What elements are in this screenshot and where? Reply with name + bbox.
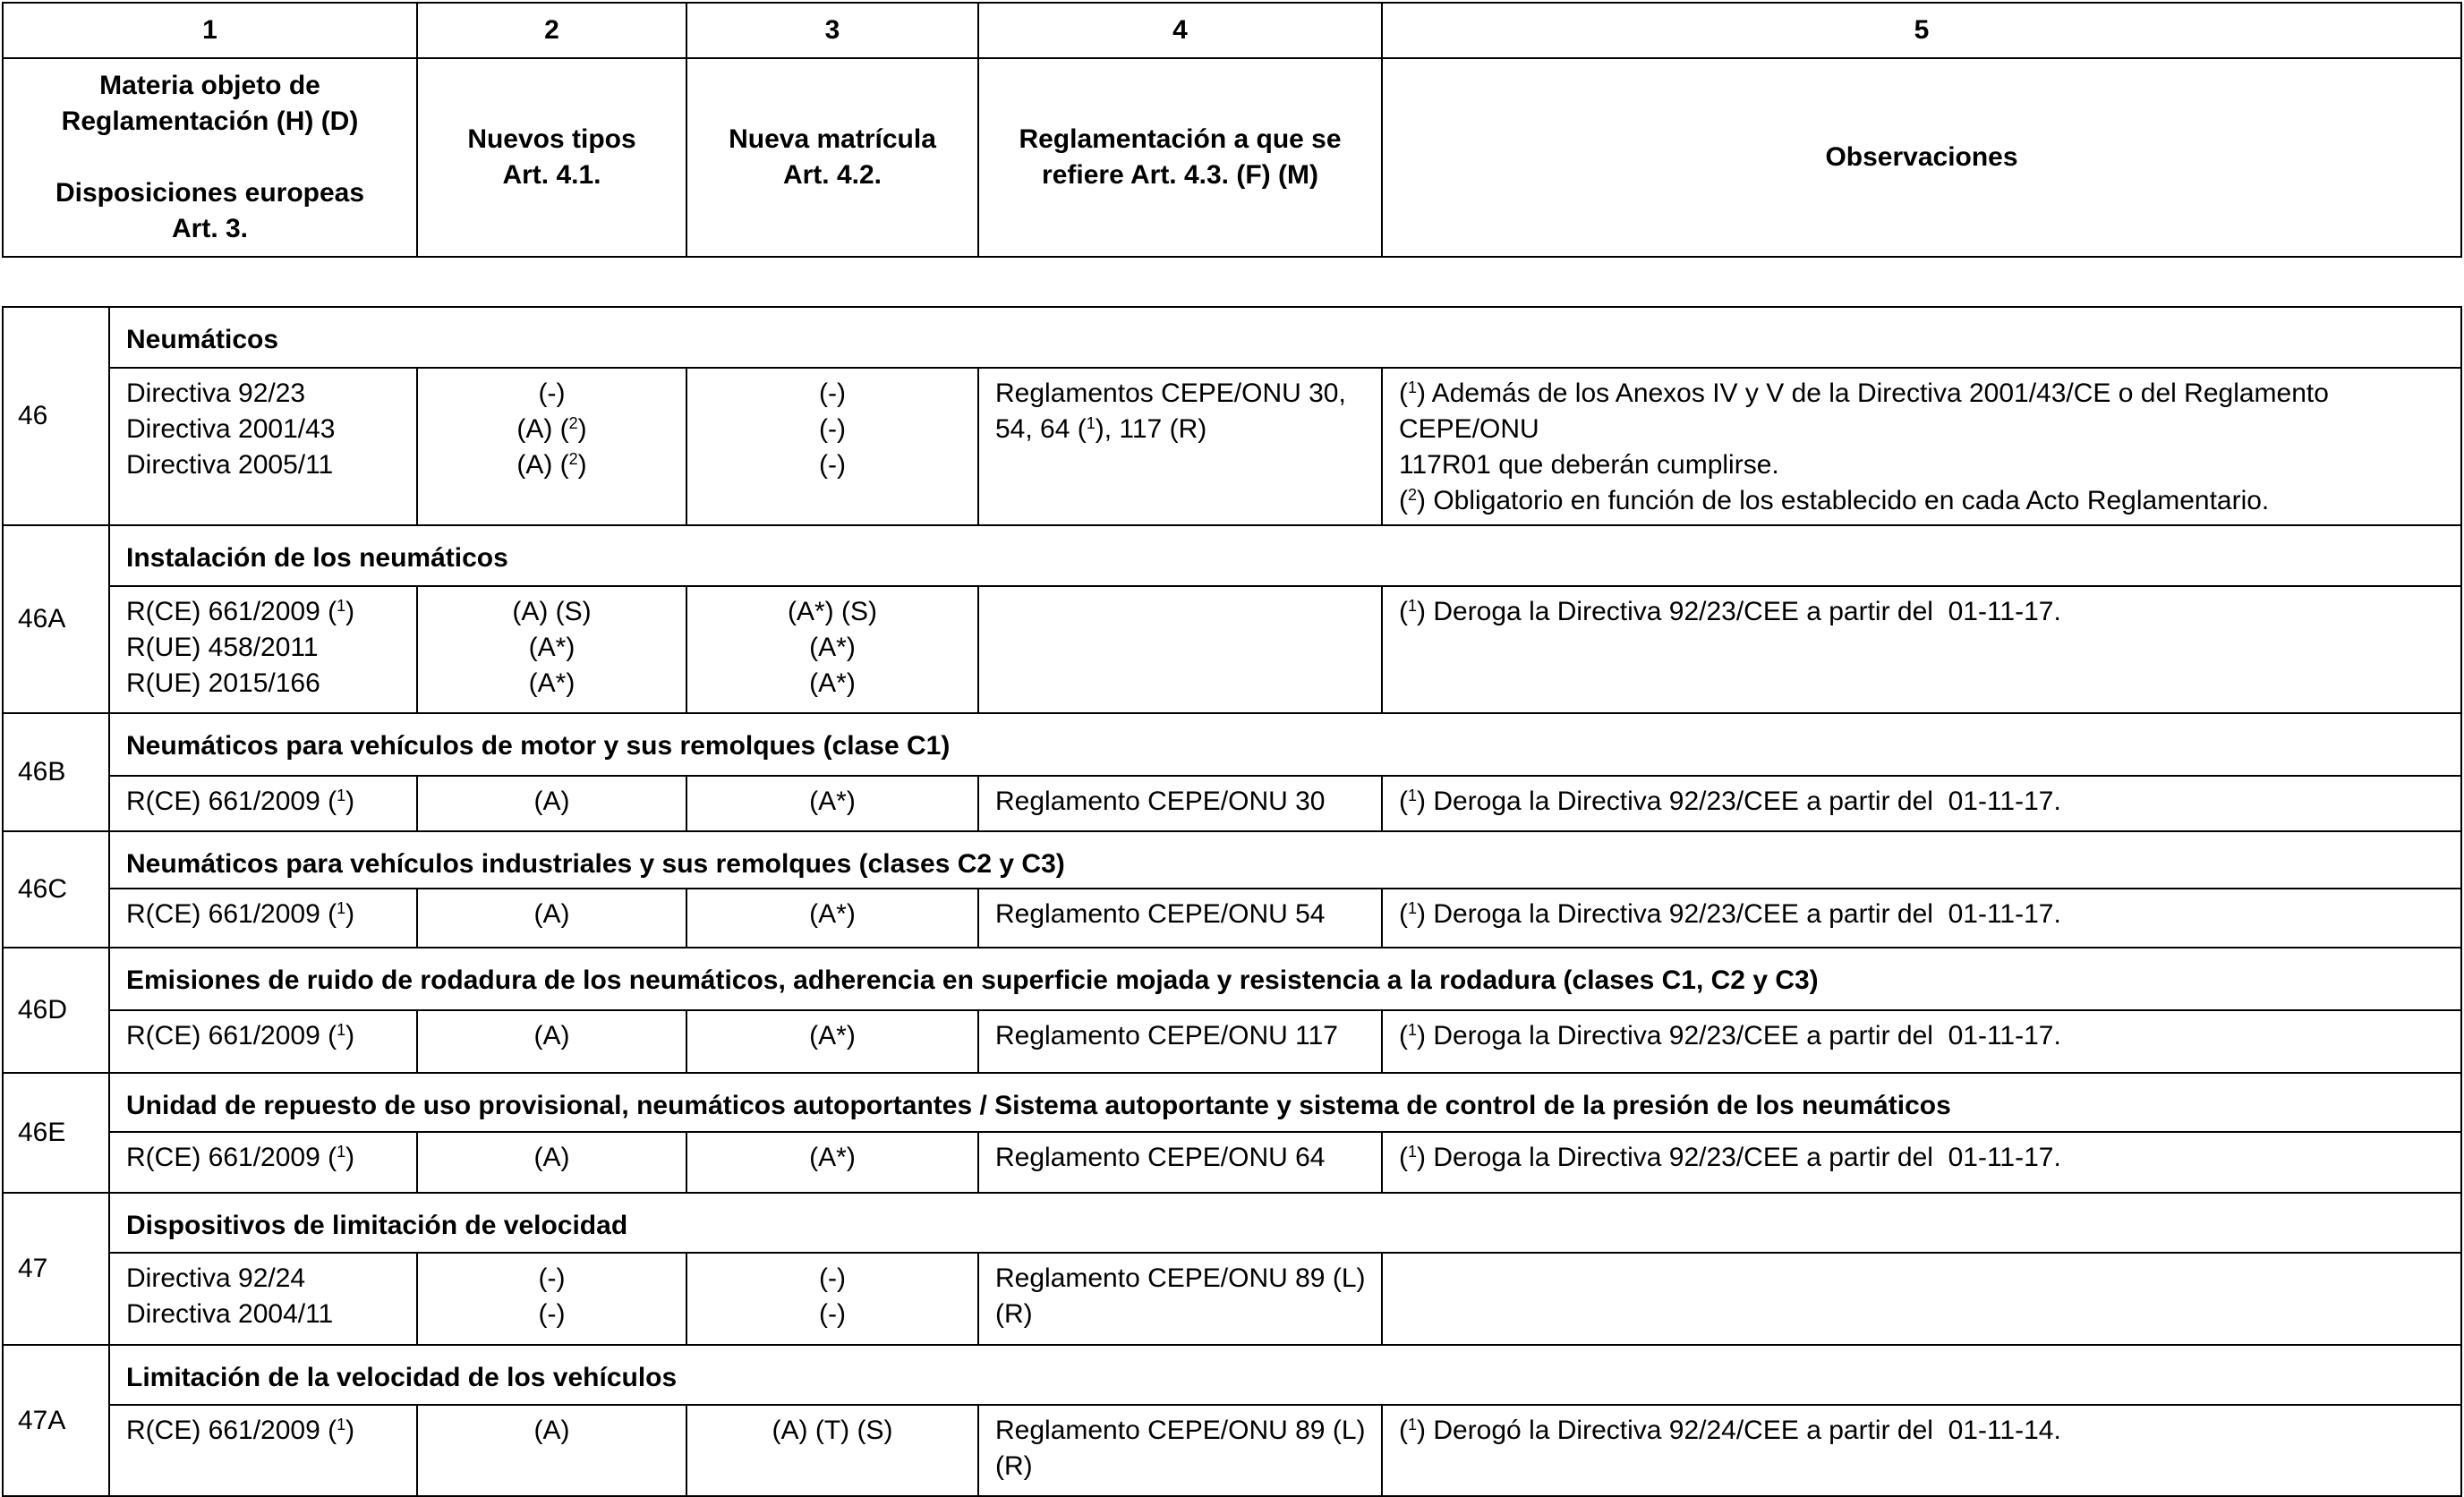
section-number: 47 <box>3 1193 109 1345</box>
nuevos-tipos-cell <box>417 1405 686 1496</box>
section-title: Limitación de la velocidad de los vehículos <box>109 1345 2461 1405</box>
section-title-row <box>3 831 2461 889</box>
materia-cell <box>109 1132 417 1193</box>
cell-line: Reglamento CEPE/ONU 64 <box>995 1143 1326 1172</box>
cell-line: (A) <box>533 1021 570 1050</box>
section-title-row <box>3 525 2461 586</box>
observaciones-cell <box>1382 776 2461 831</box>
materia-cell <box>109 1010 417 1073</box>
section-number: 46E <box>3 1073 109 1193</box>
section-title-row <box>3 1345 2461 1405</box>
cell-line: R(UE) 2015/166 <box>126 668 320 698</box>
header-text: Art. 4.1. <box>502 160 601 190</box>
observaciones-cell <box>1382 586 2461 713</box>
cell-line: R(CE) 661/2009 ($^1$) <box>126 1143 355 1172</box>
section-number: 46D <box>3 948 109 1073</box>
cell-line: (-) <box>819 1263 846 1293</box>
cell-line: Reglamento CEPE/ONU 89 (L) <box>995 1263 1366 1293</box>
cell-line: ($^1$) Deroga la Directiva 92/23/CEE a partir del 01-11-17. <box>1399 899 2061 929</box>
column-title-nueva-matricula <box>686 58 978 257</box>
cell-line: ($^1$) Deroga la Directiva 92/23/CEE a partir del 01-11-17. <box>1399 597 2061 626</box>
nuevos-tipos-cell <box>417 1132 686 1193</box>
regulations-table <box>2 306 2462 1497</box>
cell-line: Directiva 2004/11 <box>126 1299 334 1329</box>
materia-cell <box>109 1405 417 1496</box>
reglamentacion-cell <box>978 776 1382 831</box>
cell-line: (-) <box>819 414 846 444</box>
cell-line: (A) <box>533 1143 570 1172</box>
cell-line: (A*) <box>809 633 856 662</box>
materia-cell <box>109 776 417 831</box>
section-title: Dispositivos de limitación de velocidad <box>109 1193 2461 1253</box>
cell-line: (-) <box>538 1263 566 1293</box>
section-title: Neumáticos para vehículos de motor y sus remolques (clase C1) <box>109 713 2461 776</box>
reglamentacion-cell <box>978 368 1382 525</box>
observaciones-cell <box>1382 1132 2461 1193</box>
column-number-row <box>3 3 2461 58</box>
nueva-matricula-cell <box>686 1132 978 1193</box>
cell-line: (A) (S) <box>512 597 592 626</box>
observaciones-cell <box>1382 1405 2461 1496</box>
cell-line: (-) <box>538 379 566 408</box>
materia-cell <box>109 368 417 525</box>
cell-line: (A*) (S) <box>788 597 877 626</box>
cell-line: Directiva 2001/43 <box>126 414 336 444</box>
cell-line: R(CE) 661/2009 ($^1$) <box>126 1416 355 1445</box>
column-number: 2 <box>417 3 686 58</box>
observaciones-cell <box>1382 368 2461 525</box>
cell-line: Reglamentos CEPE/ONU 30, <box>995 379 1346 408</box>
section-data-row <box>3 368 2461 525</box>
reglamentacion-cell <box>978 1132 1382 1193</box>
cell-line: ($^1$) Además de los Anexos IV y V de la Directiva 2001/43/CE o del Reglamento CEPE/ONU <box>1399 379 2337 444</box>
section-title-row <box>3 713 2461 776</box>
section-title: Neumáticos <box>109 307 2461 368</box>
materia-cell <box>109 1253 417 1345</box>
cell-line: R(UE) 458/2011 <box>126 633 319 662</box>
cell-line: 117R01 que deberán cumplirse. <box>1399 450 1779 480</box>
cell-line: (-) <box>819 379 846 408</box>
cell-line: ($^1$) Deroga la Directiva 92/23/CEE a partir del 01-11-17. <box>1399 1021 2061 1050</box>
header-text: Disposiciones europeas <box>55 178 365 208</box>
header-text: Nuevos tipos <box>467 124 636 154</box>
cell-line: (A*) <box>809 787 856 816</box>
section-data-row <box>3 1253 2461 1345</box>
column-number: 4 <box>978 3 1382 58</box>
section-title-row <box>3 1193 2461 1253</box>
cell-line: ($^1$) Derogó la Directiva 92/24/CEE a partir del 01-11-14. <box>1399 1416 2061 1445</box>
nuevos-tipos-cell <box>417 586 686 713</box>
header-text: Art. 4.2. <box>782 160 882 190</box>
cell-line: ($^2$) Obligatorio en función de los establecido en cada Acto Reglamentario. <box>1399 486 2270 515</box>
section-number: 46A <box>3 525 109 713</box>
section-number: 47A <box>3 1345 109 1496</box>
observaciones-cell <box>1382 889 2461 948</box>
cell-line: (A*) <box>528 668 576 698</box>
cell-line: R(CE) 661/2009 ($^1$) <box>126 787 355 816</box>
cell-line: (-) <box>819 450 846 480</box>
section-title-row <box>3 948 2461 1010</box>
column-title-reglamentacion <box>978 58 1382 257</box>
section-data-row <box>3 1405 2461 1496</box>
reglamentacion-cell <box>978 889 1382 948</box>
section-title: Neumáticos para vehículos industriales y sus remolques (clases C2 y C3) <box>109 831 2461 889</box>
cell-line: Reglamento CEPE/ONU 30 <box>995 787 1326 816</box>
nueva-matricula-cell <box>686 776 978 831</box>
nuevos-tipos-cell <box>417 776 686 831</box>
cell-line: (R) <box>995 1299 1033 1329</box>
column-title-observaciones <box>1382 58 2461 257</box>
column-title-materia <box>3 58 417 257</box>
nueva-matricula-cell <box>686 368 978 525</box>
nueva-matricula-cell <box>686 1405 978 1496</box>
cell-line: Reglamento CEPE/ONU 89 (L) <box>995 1416 1366 1445</box>
reglamentacion-cell <box>978 1010 1382 1073</box>
header-text: Art. 3. <box>171 214 249 243</box>
section-data-row <box>3 776 2461 831</box>
header-text: Nueva matrícula <box>729 124 936 154</box>
nueva-matricula-cell <box>686 1253 978 1345</box>
cell-line: (A) <box>533 1416 570 1445</box>
section-title: Instalación de los neumáticos <box>109 525 2461 586</box>
section-number: 46C <box>3 831 109 948</box>
cell-line: (A*) <box>528 633 576 662</box>
cell-line: R(CE) 661/2009 ($^1$) <box>126 1021 355 1050</box>
header-text: Reglamentación (H) (D) <box>61 106 359 136</box>
column-number: 3 <box>686 3 978 58</box>
observaciones-cell <box>1382 1253 2461 1345</box>
column-title-nuevos-tipos <box>417 58 686 257</box>
section-data-row <box>3 1132 2461 1193</box>
cell-line: R(CE) 661/2009 ($^1$) <box>126 899 355 929</box>
cell-line: (A) <box>533 787 570 816</box>
cell-line: (A*) <box>809 899 856 929</box>
column-number: 1 <box>3 3 417 58</box>
cell-line: (A) <box>533 899 570 929</box>
header-text: Observaciones <box>1825 142 2018 172</box>
cell-line: (-) <box>819 1299 846 1329</box>
materia-cell <box>109 586 417 713</box>
cell-line: (-) <box>538 1299 566 1329</box>
nuevos-tipos-cell <box>417 1253 686 1345</box>
column-header-table <box>2 2 2462 258</box>
section-title: Unidad de repuesto de uso provisional, neumáticos autoportantes / Sistema autoportante y sistema de control de la presión de los neumáticos <box>109 1073 2461 1132</box>
column-number: 5 <box>1382 3 2461 58</box>
observaciones-cell <box>1382 1010 2461 1073</box>
reglamentacion-cell <box>978 586 1382 713</box>
cell-line: (A) (T) (S) <box>772 1416 893 1445</box>
nueva-matricula-cell <box>686 889 978 948</box>
cell-line: (A*) <box>809 1021 856 1050</box>
cell-line: Reglamento CEPE/ONU 117 <box>995 1021 1338 1050</box>
cell-line: Directiva 2005/11 <box>126 450 334 480</box>
header-text: refiere Art. 4.3. (F) (M) <box>1042 160 1318 190</box>
section-data-row <box>3 889 2461 948</box>
nuevos-tipos-cell <box>417 1010 686 1073</box>
nuevos-tipos-cell <box>417 889 686 948</box>
cell-line: Directiva 92/24 <box>126 1263 306 1293</box>
cell-line: (R) <box>995 1451 1033 1481</box>
section-number: 46 <box>3 307 109 525</box>
nuevos-tipos-cell <box>417 368 686 525</box>
header-text: Reglamentación a que se <box>1019 124 1342 154</box>
cell-line: 54, 64 ($^1$), 117 (R) <box>995 414 1207 444</box>
section-number: 46B <box>3 713 109 831</box>
materia-cell <box>109 889 417 948</box>
section-data-row <box>3 1010 2461 1073</box>
column-title-row <box>3 58 2461 257</box>
header-text: Materia objeto de <box>99 71 320 100</box>
cell-line: ($^1$) Deroga la Directiva 92/23/CEE a partir del 01-11-17. <box>1399 787 2061 816</box>
nueva-matricula-cell <box>686 1010 978 1073</box>
cell-line: ($^1$) Deroga la Directiva 92/23/CEE a partir del 01-11-17. <box>1399 1143 2061 1172</box>
cell-line: (A*) <box>809 668 856 698</box>
cell-line: (A*) <box>809 1143 856 1172</box>
cell-line: R(CE) 661/2009 ($^1$) <box>126 597 355 626</box>
section-title: Emisiones de ruido de rodadura de los neumáticos, adherencia en superficie mojada y resistencia a la rodadura (clases C1, C2 y C3) <box>109 948 2461 1010</box>
cell-line: (A) ($^2$) <box>516 414 587 444</box>
section-title-row <box>3 307 2461 368</box>
reglamentacion-cell <box>978 1253 1382 1345</box>
cell-line: Directiva 92/23 <box>126 379 306 408</box>
cell-line: (A) ($^2$) <box>516 450 587 480</box>
section-title-row <box>3 1073 2461 1132</box>
cell-line: Reglamento CEPE/ONU 54 <box>995 899 1326 929</box>
reglamentacion-cell <box>978 1405 1382 1496</box>
section-data-row <box>3 586 2461 713</box>
nueva-matricula-cell <box>686 586 978 713</box>
